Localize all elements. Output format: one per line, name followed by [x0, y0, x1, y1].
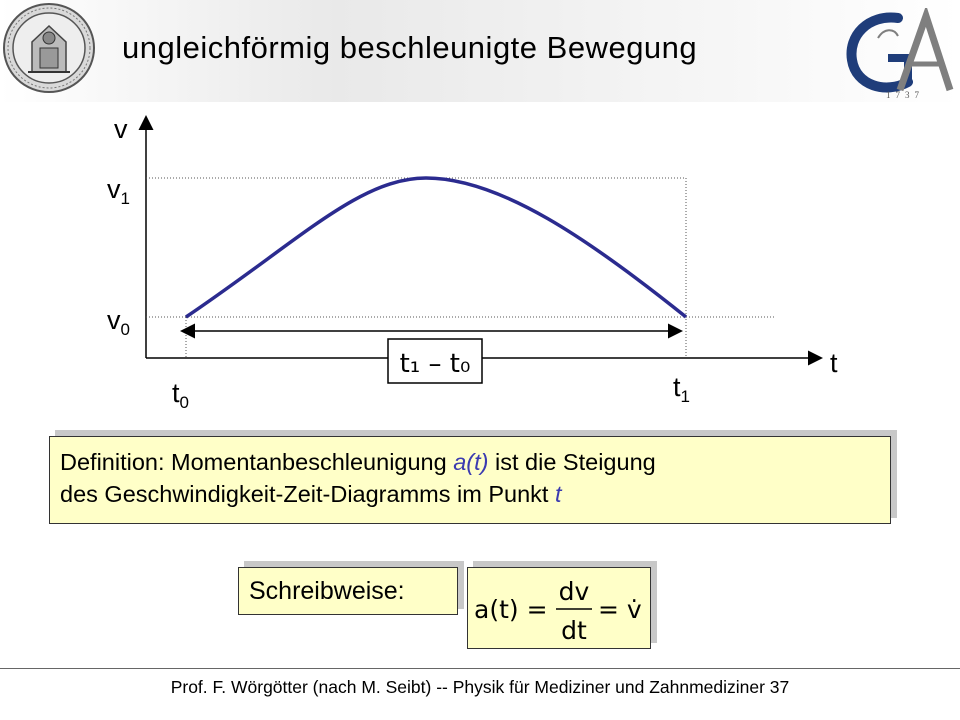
y-axis-label: v	[114, 114, 128, 144]
derivative-formula-box	[467, 567, 651, 649]
acceleration-variable: a(t)	[453, 449, 489, 475]
footer-divider	[0, 668, 960, 669]
x-axis-label: t	[830, 348, 838, 378]
formula-rhs: = v̇	[598, 595, 642, 624]
t1-label: $t_1$	[673, 372, 690, 406]
definition-line-2: des Geschwindigkeit-Zeit-Diagramms im Punkt t	[60, 481, 562, 507]
interval-formula: t₁ – t₀	[399, 349, 471, 379]
logo-year: 1737	[886, 90, 924, 100]
velocity-curve	[186, 178, 686, 317]
footer-text: Prof. F. Wörgötter (nach M. Seibt) -- Physik für Mediziner und Zahnmediziner 37	[170, 677, 790, 697]
formula-numerator: dv	[558, 577, 590, 606]
v1-label: $v_1$	[107, 174, 130, 208]
time-variable: t	[554, 481, 562, 507]
v0-label: $v_0$	[107, 305, 130, 339]
formula-denominator: dt	[561, 616, 587, 645]
definition-line-1: Definition: Momentanbeschleunigung a(t) ist die Steigung	[60, 449, 656, 475]
page-title: ungleichförmig beschleunigte Bewegung	[122, 30, 698, 65]
t0-label: $t_0$	[172, 378, 189, 412]
notation-label-box: Schreibweise:	[238, 567, 458, 615]
formula-lhs: a(t) =	[474, 595, 548, 624]
derivative-formula	[468, 568, 652, 650]
definition-box	[49, 436, 891, 524]
